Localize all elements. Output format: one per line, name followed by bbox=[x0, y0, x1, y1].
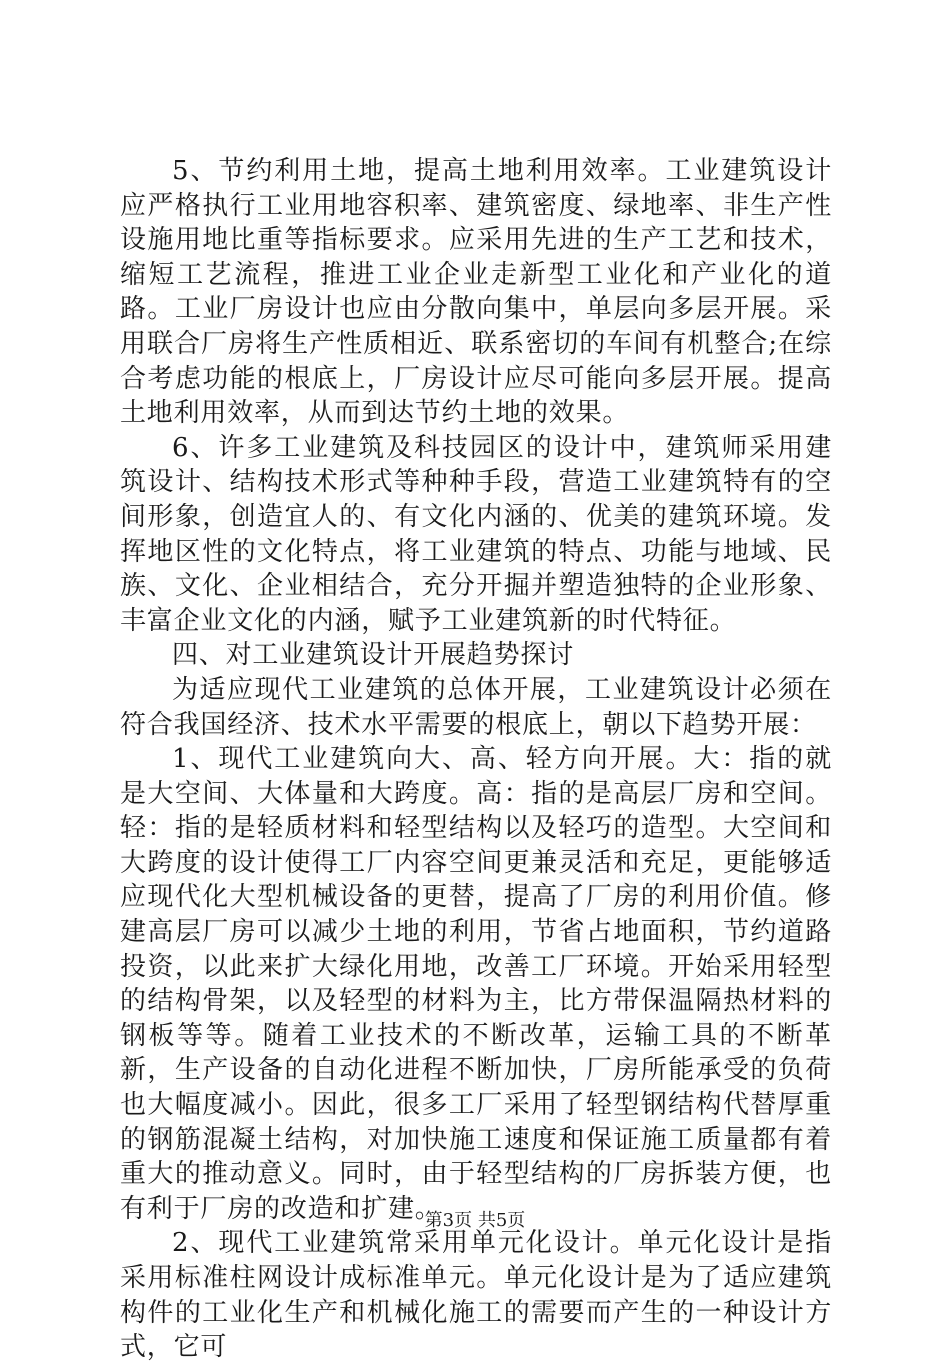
paragraph-6-architectural-environment: 6、许多工业建筑及科技园区的设计中，建筑师采用建筑设计、结构技术形式等种种手段，营造工业建筑特有的空间形象，创造宜人的、有文化内涵的、优美的建筑环境。发挥地区性的文化特点，将工业建筑的特点、功能与地域、民族、文化、企业相结合，充分开掘并塑造独特的企业形象、丰富企业文化的内涵，赋予工业建筑新的时代特征。 bbox=[120, 432, 832, 636]
paragraph-trend-2: 2、现代工业建筑常采用单元化设计。单元化设计是指采用标准柱网设计成标准单元。单元化设计是为了适应建筑构件的工业化生产和机械化施工的需要而产生的一种设计方式，它可 bbox=[120, 1228, 832, 1363]
paragraph-5-land-use: 5、节约利用土地，提高土地利用效率。工业建筑设计应严格执行工业用地容积率、建筑密度、绿地率、非生产性设施用地比重等指标要求。应采用先进的生产工艺和技术，缩短工艺流程，推进工业企业走新型工业化和产业化的道路。工业厂房设计也应由分散向集中，单层向多层开展。采用联合厂房将生产性质相近、联系密切的车间有机整合;在综合考虑功能的根底上，厂房设计应尽可能向多层开展。提高土地利用效率，从而到达节约土地的效果。 bbox=[120, 156, 832, 429]
section-heading-four: 四、对工业建筑设计开展趋势探讨 bbox=[172, 640, 575, 671]
paragraph-trend-intro: 为适应现代工业建筑的总体开展，工业建筑设计必须在符合我国经济、技术水平需要的根底上，朝以下趋势开展： bbox=[120, 674, 832, 740]
paragraph-trend-1: 1、现代工业建筑向大、高、轻方向开展。大：指的就是大空间、大体量和大跨度。高：指的是高层厂房和空间。轻：指的是轻质材料和轻型结构以及轻巧的造型。大空间和大跨度的设计使得工厂内容空间更兼灵活和充足，更能够适应现代化大型机械设备的更替，提高了厂房的利用价值。修建高层厂房可以减少土地的利用，节省占地面积，节约道路投资，以此来扩大绿化用地，改善工厂环境。开始采用轻型的结构骨架，以及轻型的材料为主，比方带保温隔热材料的钢板等等。随着工业技术的不断改革，运输工具的不断革新，生产设备的自动化进程不断加快，厂房所能承受的负荷也大幅度减小。因此，很多工厂采用了轻型钢结构代替厚重的钢筋混凝土结构，对加快施工速度和保证施工质量都有着重大的推动意义。同时，由于轻型结构的厂房拆装方便，也有利于厂房的改造和扩建。 bbox=[120, 744, 832, 1224]
page-number-footer: 第3页 共5页 bbox=[424, 1210, 526, 1231]
document-body bbox=[120, 154, 832, 1365]
